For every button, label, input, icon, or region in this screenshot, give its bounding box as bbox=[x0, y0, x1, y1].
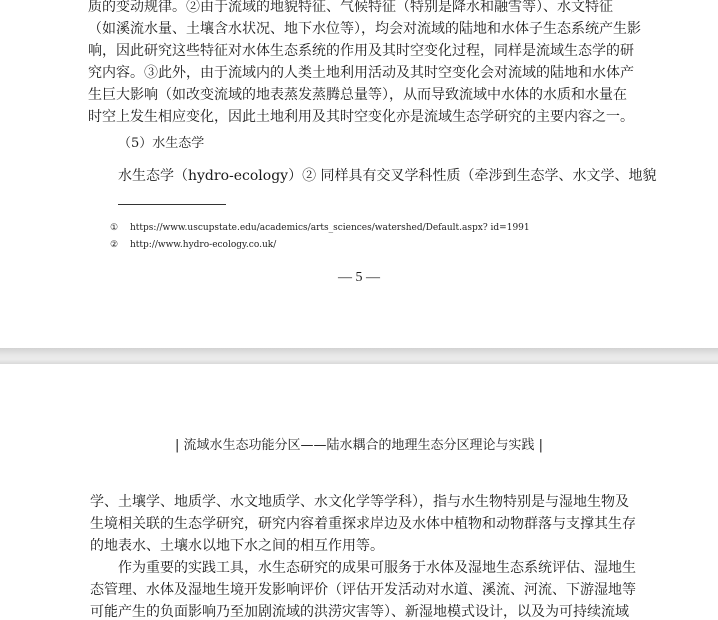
lower-page bbox=[0, 364, 718, 620]
footnote-number: ① bbox=[110, 223, 119, 233]
text-line: （如溪流水量、土壤含水状况、地下水位等），均会对流域的陆地和水体子生态系统产生影 bbox=[88, 21, 641, 37]
text-line: 作为重要的实践工具，水生态研究的成果可服务于水体及湿地生态系统评估、湿地生 bbox=[118, 560, 636, 576]
text-line: 学、土壤学、地质学、水文地质学、水文化学等学科），指与水生物特别是与湿地生物及 bbox=[90, 494, 629, 510]
text-line: 究内容。③此外，由于流域内的人类土地利用活动及其时空变化会对流域的陆地和水体产 bbox=[88, 65, 634, 81]
text-line: 的地表水、土壤水以地下水之间的相互作用等。 bbox=[90, 538, 384, 554]
text-line: 生巨大影响（如改变流域的地表蒸发蒸腾总量等），从而导致流域中水体的水质和水量在 bbox=[88, 87, 627, 103]
running-header: | 流域水生态功能分区——陆水耦合的地理生态分区理论与实践 | bbox=[174, 438, 544, 453]
paragraph-start: 水生态学（hydro-ecology）② 同样具有交叉学科性质（牵涉到生态学、水文学、地貌 bbox=[118, 168, 657, 184]
page-gap bbox=[0, 348, 718, 364]
footnote-divider bbox=[118, 204, 226, 205]
text-line: 态管理、水体及湿地生境开发影响评价（评估开发活动对水道、溪流、河流、下游湿地等 bbox=[90, 582, 636, 598]
footnote-link[interactable]: https://www.uscupstate.edu/academics/arts_sciences/watershed/Default.aspx? id=1991 bbox=[130, 223, 530, 233]
footnote-2 bbox=[110, 240, 276, 251]
footnote-link[interactable]: http://www.hydro-ecology.co.uk/ bbox=[130, 240, 277, 250]
section-subheading: （5）水生态学 bbox=[118, 136, 205, 151]
text-line: 可能产生的负面影响乃至加剧流域的洪涝灾害等）、新湿地模式设计，以及为可持续流域 bbox=[90, 604, 629, 620]
text-line: 生境相关联的生态学研究，研究内容着重探求岸边及水体中植物和动物群落与支撑其生存 bbox=[90, 516, 636, 532]
text-line: 质的变动规律。②由于流域的地貌特征、气候特征（特别是降水和融雪等）、水文特征 bbox=[88, 0, 613, 15]
page-number: — 5 — bbox=[338, 270, 380, 285]
text-line: 响，因此研究这些特征对水体生态系统的作用及其时空变化过程，同样是流域生态学的研 bbox=[88, 43, 634, 59]
text-line: 时空上发生相应变化，因此土地利用及其时空变化亦是流域生态学研究的主要内容之一。 bbox=[88, 109, 634, 125]
footnote-number: ② bbox=[110, 240, 119, 250]
footnote-1 bbox=[110, 223, 530, 234]
